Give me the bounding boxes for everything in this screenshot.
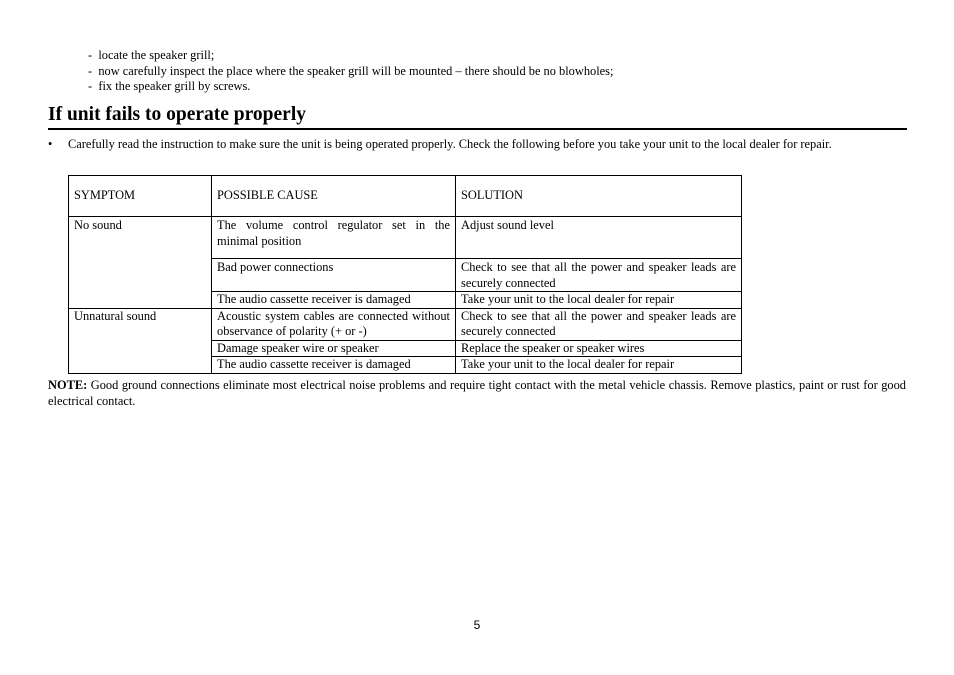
symptom-cell: No sound xyxy=(69,217,212,309)
page-number: 5 xyxy=(473,618,481,632)
cause-cell: Damage speaker wire or speaker xyxy=(212,340,456,357)
section-title: If unit fails to operate properly xyxy=(48,103,907,130)
instruction-text: Carefully read the instruction to make sure the unit is being operated properly. Check the following before you take your unit to the local dealer for repair. xyxy=(68,137,832,151)
table-row xyxy=(69,217,742,259)
table-row xyxy=(69,308,742,340)
solution-cell: Take your unit to the local dealer for repair xyxy=(456,292,742,309)
table-header-row xyxy=(69,176,742,217)
list-item: - now carefully inspect the place where the speaker grill will be mounted – there should be no blowholes; xyxy=(88,64,613,80)
solution-cell: Check to see that all the power and speaker leads are securely connected xyxy=(456,259,742,292)
cause-cell: The audio cassette receiver is damaged xyxy=(212,357,456,374)
solution-cell: Check to see that all the power and speaker leads are securely connected xyxy=(456,308,742,340)
header-symptom: SYMPTOM xyxy=(69,176,212,217)
instruction-paragraph xyxy=(48,137,906,153)
note-paragraph xyxy=(48,377,906,409)
cause-cell: Acoustic system cables are connected without observance of polarity (+ or -) xyxy=(212,308,456,340)
cause-cell: The volume control regulator set in the minimal position xyxy=(212,217,456,259)
header-possible-cause: POSSIBLE CAUSE xyxy=(212,176,456,217)
note-label: NOTE: xyxy=(48,378,88,392)
cause-cell: Bad power connections xyxy=(212,259,456,292)
list-item: - fix the speaker grill by screws. xyxy=(88,79,613,95)
solution-cell: Take your unit to the local dealer for repair xyxy=(456,357,742,374)
list-item: - locate the speaker grill; xyxy=(88,48,613,64)
note-text: Good ground connections eliminate most electrical noise problems and require tight contact with the metal vehicle chassis. Remove plastics, paint or rust for good electrical contact. xyxy=(48,378,906,408)
troubleshooting-table xyxy=(68,175,742,374)
solution-cell: Replace the speaker or speaker wires xyxy=(456,340,742,357)
bullet-icon: • xyxy=(48,137,53,151)
solution-cell: Adjust sound level xyxy=(456,217,742,259)
installation-steps-list xyxy=(88,48,613,95)
cause-cell: The audio cassette receiver is damaged xyxy=(212,292,456,309)
header-solution: SOLUTION xyxy=(456,176,742,217)
symptom-cell: Unnatural sound xyxy=(69,308,212,373)
